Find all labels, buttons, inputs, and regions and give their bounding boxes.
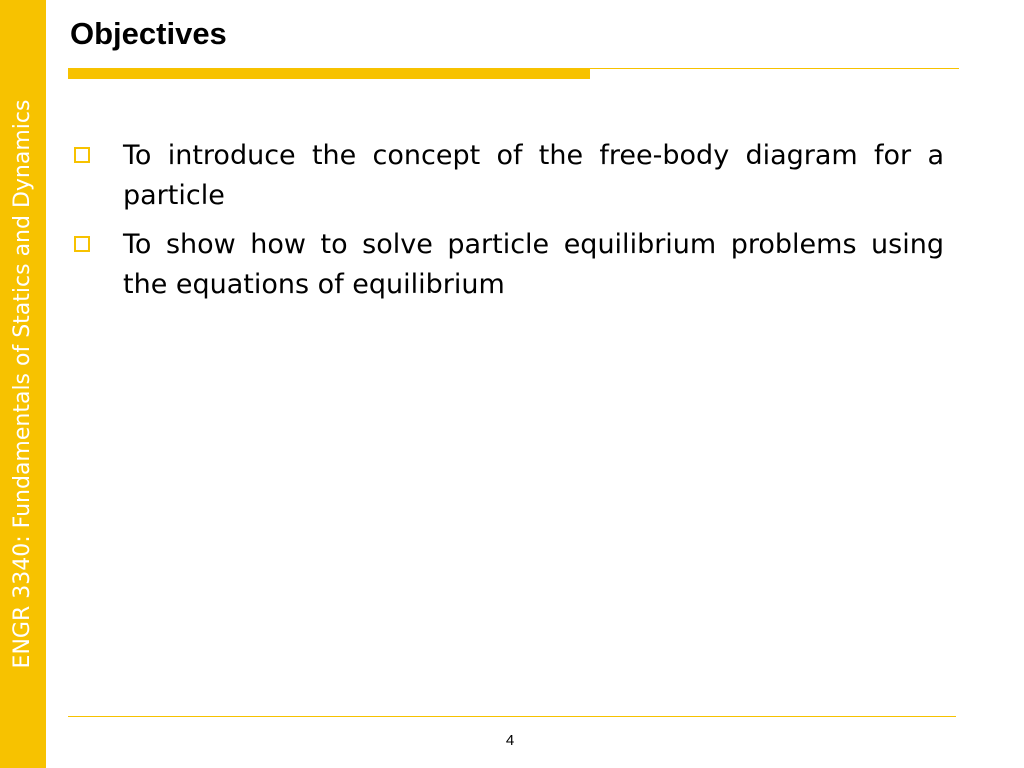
- slide-title: Objectives: [70, 16, 227, 51]
- square-bullet-icon: [74, 236, 90, 252]
- square-bullet-icon: [74, 147, 90, 163]
- footer-rule: [68, 716, 956, 717]
- objective-text: To show how to solve particle equilibrium problems using the equations of equilibrium: [123, 229, 944, 300]
- title-underline-thick: [68, 68, 590, 79]
- page-number: 4: [505, 732, 515, 749]
- objective-item: [74, 225, 944, 305]
- title-underline-thin: [590, 68, 959, 69]
- objective-item: [74, 136, 944, 216]
- objective-text: To introduce the concept of the free-body diagram for a particle: [123, 140, 944, 211]
- course-title: ENGR 3340: Fundamentals of Statics and Dynamics: [10, 99, 35, 669]
- objectives-list: [74, 136, 944, 314]
- sidebar-band: [0, 0, 46, 768]
